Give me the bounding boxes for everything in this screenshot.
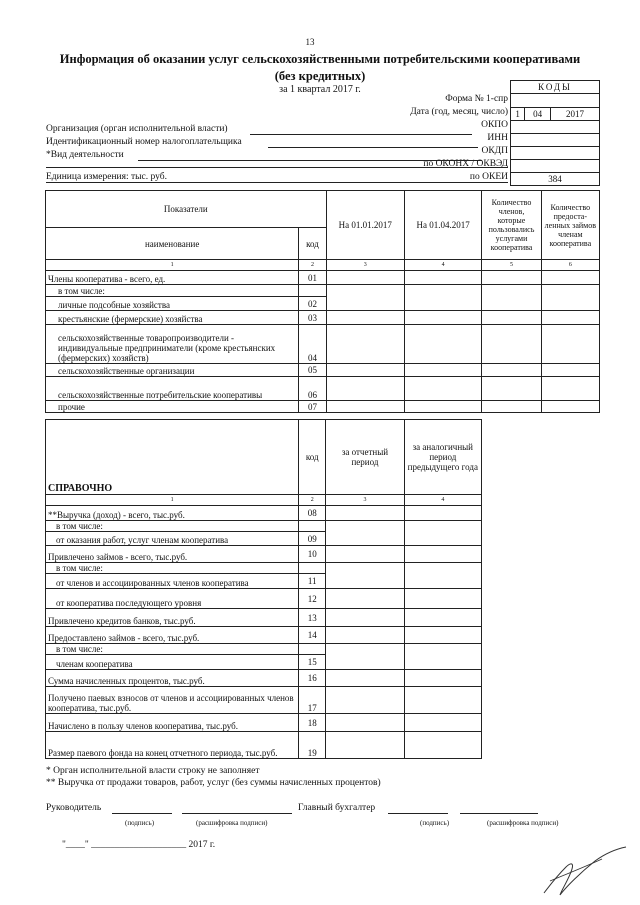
value-cell[interactable] [541,325,599,364]
row-name: в том числе: [46,521,299,532]
table-row [46,546,482,563]
row-name: Члены кооператива - всего, ед. [46,271,299,285]
row-code: 14 [299,627,326,644]
activity-field-line2 [46,167,508,168]
value-cell[interactable] [404,627,481,644]
col-number: 3 [326,495,404,506]
accountant-signature-field[interactable] [388,813,448,814]
table-row [46,714,482,732]
inn-field-label: Идентификационный номер налогоплательщика [46,137,242,147]
value-cell[interactable] [404,506,481,521]
page-number: 13 [305,37,315,47]
loans-count-header: Количество предоста-ленных займов членам кооператива [541,191,599,260]
value-cell[interactable] [404,325,481,364]
value-cell[interactable] [404,285,481,311]
row-name: от оказания работ, услуг членам кооператива [46,532,299,546]
value-cell[interactable] [404,311,481,325]
okonh-cell[interactable] [511,160,600,173]
value-cell[interactable] [326,521,404,546]
row-name: членам кооператива [46,655,299,670]
table-row [46,377,600,401]
table-row [46,401,600,413]
row-code: 05 [299,364,326,377]
row-name: сельскохозяйственные товаропроизводители - индивидуальные предприниматели (кроме крестьянских (фермерских) хозяйств) [46,325,299,364]
value-cell[interactable] [541,311,599,325]
ref-code-header: код [299,420,326,495]
value-cell[interactable] [541,285,599,311]
col-number: 1 [46,495,299,506]
row-name: от членов и ассоциированных членов кооператива [46,574,299,589]
activity-label: *Вид деятельности [46,150,124,160]
head-decoding-caption: (расшифровка подписи) [196,819,268,827]
members-used-header: Количество членов, которые пользовались услугами кооператива [482,191,541,260]
value-cell[interactable] [326,714,404,732]
value-cell[interactable] [404,364,481,377]
table-row [46,563,482,574]
okpo-cell[interactable] [511,121,600,134]
accountant-label: Главный бухгалтер [298,803,376,813]
value-cell[interactable] [541,364,599,377]
col-number: 2 [299,260,326,271]
value-cell[interactable] [326,644,404,670]
col-number: 6 [541,260,599,271]
value-cell[interactable] [326,325,404,364]
value-cell[interactable] [326,670,404,687]
value-cell[interactable] [404,670,481,687]
value-cell[interactable] [404,563,481,589]
inn-code-label: ИНН [487,133,508,143]
okpo-label: ОКПО [481,120,508,130]
table-row [46,687,482,714]
row-name: сельскохозяйственные потребительские кооперативы [46,377,299,401]
table-row [46,271,600,285]
row-code: 01 [299,271,326,285]
table-row [46,670,482,687]
value-cell[interactable] [482,285,541,311]
row-name: Предоставлено займов - всего, тыс.руб. [46,627,299,644]
value-cell[interactable] [541,377,599,401]
value-cell[interactable] [482,377,541,401]
row-name: личные подсобные хозяйства [46,297,299,311]
value-cell[interactable] [404,271,481,285]
head-signature-caption: (подпись) [125,819,155,827]
row-name: от кооператива последующего уровня [46,589,299,609]
value-cell[interactable] [541,401,599,413]
value-cell[interactable] [482,325,541,364]
row-code [299,521,326,532]
value-cell[interactable] [326,311,404,325]
row-code: 13 [299,609,326,627]
table-row [46,609,482,627]
footnote-2: ** Выручка от продажи товаров, работ, услуг (без суммы начисленных процентов) [46,778,381,788]
value-cell[interactable] [404,589,481,609]
table-row [46,521,482,532]
row-code: 12 [299,589,326,609]
inn-cell[interactable] [511,134,600,147]
col-number: 4 [404,260,481,271]
head-label: Руководитель [46,803,102,813]
value-cell[interactable] [326,732,404,759]
row-code: 11 [299,574,326,589]
table-row [46,644,482,655]
okdp-cell[interactable] [511,147,600,160]
row-name: Привлечено кредитов банков, тыс.руб. [46,609,299,627]
row-code: 08 [299,506,326,521]
row-name: Привлечено займов - всего, тыс.руб. [46,546,299,563]
table-row [46,325,600,364]
name-header: наименование [46,228,299,260]
value-cell[interactable] [326,285,404,311]
value-cell[interactable] [482,364,541,377]
unit-underline [46,182,508,183]
report-period: за 1 квартал 2017 г. [279,84,361,95]
value-cell[interactable] [541,271,599,285]
activity-field[interactable] [138,160,482,161]
value-cell[interactable] [404,521,481,546]
row-code: 09 [299,532,326,546]
value-cell[interactable] [404,401,481,413]
accountant-signature-caption: (подпись) [420,819,450,827]
okdp-label: ОКДП [481,146,508,156]
row-code: 06 [299,377,326,401]
signing-date: "____" ____________________ 2017 г. [62,840,216,850]
codes-table [510,80,600,186]
value-cell[interactable] [404,687,481,714]
head-signature-field[interactable] [112,813,172,814]
row-code: 17 [299,687,326,714]
value-cell[interactable] [326,377,404,401]
value-cell[interactable] [326,687,404,714]
date-day-cell[interactable]: 2017 [550,108,599,121]
value-cell[interactable] [326,546,404,563]
reference-table [45,419,482,759]
inn-field[interactable] [268,147,478,148]
value-cell[interactable] [326,563,404,589]
row-name: Сумма начисленных процентов, тыс.руб. [46,670,299,687]
table-row [46,732,482,759]
row-code: 15 [299,655,326,670]
col-number: 5 [482,260,541,271]
row-name: в том числе: [46,285,299,297]
date-month-cell[interactable]: 04 [525,108,551,121]
table-row [46,589,482,609]
row-name: в том числе: [46,644,299,655]
value-cell[interactable] [326,589,404,609]
row-code: 04 [299,325,326,364]
value-cell[interactable] [404,609,481,627]
document-title: Информация об оказании услуг сельскохозяйственными потребительскими кооперативами [59,52,581,66]
value-cell[interactable] [482,271,541,285]
row-code: 18 [299,714,326,732]
value-cell[interactable] [326,627,404,644]
value-cell[interactable] [404,644,481,670]
table-row [46,311,600,325]
row-name: Начислено в пользу членов кооператива, тыс.руб. [46,714,299,732]
organization-label: Организация (орган исполнительной власти) [46,124,228,134]
value-cell[interactable] [326,364,404,377]
value-cell[interactable] [404,546,481,563]
organization-field[interactable] [250,134,472,135]
row-code: 10 [299,546,326,563]
date1-header: На 01.01.2017 [326,191,404,260]
table-row [46,506,482,521]
row-name: прочие [46,401,299,413]
code-header: код [299,228,326,260]
row-code [299,285,326,297]
okei-label: по ОКЕИ [469,172,508,182]
table-row [46,627,482,644]
handwritten-signature [540,845,630,900]
members-table [45,190,600,413]
value-cell[interactable] [326,609,404,627]
value-cell[interactable] [404,732,481,759]
date2-header: На 01.04.2017 [404,191,481,260]
accountant-decoding-caption: (расшифровка подписи) [487,819,559,827]
okonh-label: по ОКОНХ / ОКВЭД [423,159,508,169]
form-label: Форма № 1-спр [445,94,508,104]
row-code: 07 [299,401,326,413]
col-number: 2 [299,495,326,506]
okei-cell: 384 [511,173,600,186]
table-row [46,285,600,297]
value-cell[interactable] [404,714,481,732]
row-name: Размер паевого фонда на конец отчетного периода, тыс.руб. [46,732,299,759]
value-cell[interactable] [482,401,541,413]
col-number: 3 [326,260,404,271]
col-number: 4 [404,495,481,506]
row-code: 19 [299,732,326,759]
head-decoding-field[interactable] [182,813,292,814]
row-code: 03 [299,311,326,325]
document-subtitle: (без кредитных) [274,69,366,83]
date-label: Дата (год, месяц, число) [410,107,508,117]
row-name: в том числе: [46,563,299,574]
row-code [299,644,326,655]
indicators-header: Показатели [46,191,327,228]
value-cell[interactable] [326,401,404,413]
row-name: крестьянские (фермерские) хозяйства [46,311,299,325]
accountant-decoding-field[interactable] [460,813,538,814]
reference-section-title: СПРАВОЧНО [46,420,299,495]
codes-header: КОДЫ [511,81,600,94]
row-code [299,563,326,574]
row-code: 02 [299,297,326,311]
current-period-header: за отчетный период [326,420,404,495]
value-cell[interactable] [326,506,404,521]
date-year-cell[interactable]: 1 [511,108,525,121]
value-cell[interactable] [326,271,404,285]
value-cell[interactable] [482,311,541,325]
form-code-cell[interactable] [511,94,600,108]
table-row [46,364,600,377]
row-name: **Выручка (доход) - всего, тыс.руб. [46,506,299,521]
unit-label: Единица измерения: тыс. руб. [46,172,167,182]
value-cell[interactable] [404,377,481,401]
row-name: сельскохозяйственные организации [46,364,299,377]
row-name: Получено паевых взносов от членов и ассоциированных членов кооператива, тыс.руб. [46,687,299,714]
col-number: 1 [46,260,299,271]
row-code: 16 [299,670,326,687]
previous-period-header: за аналогичный период предыдущего года [404,420,481,495]
footnote-1: * Орган исполнительной власти строку не заполняет [46,766,260,776]
